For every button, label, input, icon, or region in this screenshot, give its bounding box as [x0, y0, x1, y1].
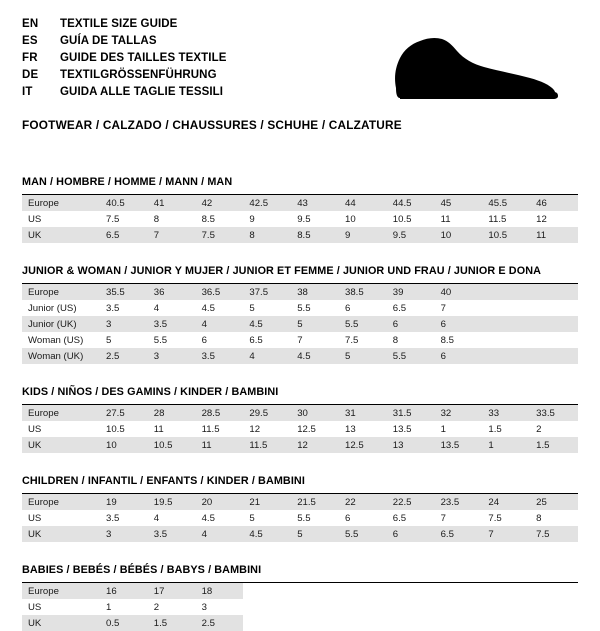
cell: 42	[196, 195, 244, 211]
cell: 12	[530, 211, 578, 227]
cell	[243, 615, 291, 631]
cell: 8.5	[291, 227, 339, 243]
section-kids	[22, 386, 578, 453]
cell: 9	[339, 227, 387, 243]
cell: 8.5	[435, 332, 483, 348]
cell	[530, 300, 578, 316]
cell	[530, 599, 578, 615]
row-label: UK	[22, 615, 100, 631]
table-row	[22, 211, 578, 227]
cell: 10.5	[387, 211, 435, 227]
cell	[482, 615, 530, 631]
cell: 33.5	[530, 405, 578, 421]
cell	[339, 583, 387, 599]
row-label: Junior (UK)	[22, 316, 100, 332]
language-code: ES	[22, 35, 38, 47]
table-row	[22, 195, 578, 211]
cell	[435, 599, 483, 615]
language-title: TEXTILGRÖSSENFÜHRUNG	[60, 69, 217, 81]
cell: 41	[148, 195, 196, 211]
cell: 1	[482, 437, 530, 453]
cell: 30	[291, 405, 339, 421]
cell	[291, 599, 339, 615]
cell: 3.5	[100, 300, 148, 316]
cell: 4	[148, 300, 196, 316]
cell: 7	[435, 300, 483, 316]
cell: 11	[196, 437, 244, 453]
section-children	[22, 475, 578, 542]
cell: 40.5	[100, 195, 148, 211]
cell: 7.5	[196, 227, 244, 243]
cell: 12	[291, 437, 339, 453]
cell: 21	[243, 494, 291, 510]
cell: 12.5	[339, 437, 387, 453]
cell: 1	[435, 421, 483, 437]
table-row	[22, 494, 578, 510]
section-junior-woman	[22, 265, 578, 364]
cell: 32	[435, 405, 483, 421]
cell: 25	[530, 494, 578, 510]
cell: 9	[243, 211, 291, 227]
cell: 1.5	[148, 615, 196, 631]
cell: 10.5	[482, 227, 530, 243]
language-code: EN	[22, 18, 39, 30]
cell: 5	[291, 526, 339, 542]
cell: 7.5	[339, 332, 387, 348]
language-title: GUIDE DES TAILLES TEXTILE	[60, 52, 227, 64]
cell	[482, 583, 530, 599]
cell: 5.5	[339, 316, 387, 332]
cell: 13.5	[387, 421, 435, 437]
cell: 2.5	[100, 348, 148, 364]
row-label: UK	[22, 227, 100, 243]
cell: 6.5	[435, 526, 483, 542]
row-label: US	[22, 510, 100, 526]
cell: 7.5	[482, 510, 530, 526]
cell: 4	[196, 316, 244, 332]
row-label: Europe	[22, 284, 100, 300]
language-title: GUIDA ALLE TAGLIE TESSILI	[60, 86, 224, 98]
cell: 9.5	[291, 211, 339, 227]
cell: 28	[148, 405, 196, 421]
section-title: JUNIOR & WOMAN / JUNIOR Y MUJER / JUNIOR ET FEMME / JUNIOR UND FRAU / JUNIOR E DONA	[22, 265, 578, 284]
cell: 38.5	[339, 284, 387, 300]
cell: 8	[530, 510, 578, 526]
row-label: Europe	[22, 195, 100, 211]
cell: 19	[100, 494, 148, 510]
cell: 4.5	[243, 316, 291, 332]
cell: 3.5	[148, 526, 196, 542]
cell: 7.5	[100, 211, 148, 227]
cell: 4.5	[196, 510, 244, 526]
cell: 3	[100, 526, 148, 542]
section-babies	[22, 564, 578, 631]
cell: 6.5	[243, 332, 291, 348]
size-table-babies	[22, 583, 578, 631]
table-row	[22, 615, 578, 631]
cell: 8	[387, 332, 435, 348]
cell: 10.5	[148, 437, 196, 453]
cell: 31.5	[387, 405, 435, 421]
cell: 6	[387, 526, 435, 542]
cell	[339, 599, 387, 615]
cell: 27.5	[100, 405, 148, 421]
cell: 12	[243, 421, 291, 437]
cell: 3	[148, 348, 196, 364]
cell	[243, 583, 291, 599]
cell: 35.5	[100, 284, 148, 300]
table-row	[22, 526, 578, 542]
cell	[482, 332, 530, 348]
size-table-man	[22, 195, 578, 243]
cell: 36.5	[196, 284, 244, 300]
cell: 9.5	[387, 227, 435, 243]
table-row	[22, 284, 578, 300]
cell: 45	[435, 195, 483, 211]
cell: 5.5	[291, 510, 339, 526]
cell: 18	[196, 583, 244, 599]
cell: 3.5	[196, 348, 244, 364]
cell: 6	[435, 316, 483, 332]
cell: 3.5	[100, 510, 148, 526]
cell: 11.5	[196, 421, 244, 437]
cell: 6.5	[387, 510, 435, 526]
cell: 5.5	[148, 332, 196, 348]
row-label: UK	[22, 526, 100, 542]
cell: 8	[243, 227, 291, 243]
cell: 43	[291, 195, 339, 211]
cell: 11	[530, 227, 578, 243]
cell: 36	[148, 284, 196, 300]
size-table-children	[22, 494, 578, 542]
cell: 33	[482, 405, 530, 421]
cell: 11.5	[482, 211, 530, 227]
table-row	[22, 227, 578, 243]
cell: 38	[291, 284, 339, 300]
cell	[530, 583, 578, 599]
cell: 13	[387, 437, 435, 453]
cell: 10	[100, 437, 148, 453]
cell	[482, 316, 530, 332]
cell: 22	[339, 494, 387, 510]
cell: 5	[291, 316, 339, 332]
cell	[339, 615, 387, 631]
cell: 3	[196, 599, 244, 615]
cell	[482, 284, 530, 300]
document-header	[22, 16, 578, 102]
cell	[530, 348, 578, 364]
cell: 5	[243, 300, 291, 316]
cell: 10.5	[100, 421, 148, 437]
cell: 7	[148, 227, 196, 243]
cell: 5	[339, 348, 387, 364]
cell: 19.5	[148, 494, 196, 510]
cell: 28.5	[196, 405, 244, 421]
cell: 5	[100, 332, 148, 348]
language-title: GUÍA DE TALLAS	[60, 35, 157, 47]
table-row	[22, 510, 578, 526]
table-row	[22, 348, 578, 364]
cell: 5.5	[387, 348, 435, 364]
cell: 17	[148, 583, 196, 599]
cell: 0.5	[100, 615, 148, 631]
row-label: Woman (UK)	[22, 348, 100, 364]
cell: 40	[435, 284, 483, 300]
row-label: Europe	[22, 494, 100, 510]
cell	[530, 615, 578, 631]
row-label: Europe	[22, 405, 100, 421]
cell: 1.5	[482, 421, 530, 437]
cell	[482, 300, 530, 316]
table-row	[22, 405, 578, 421]
row-label: US	[22, 421, 100, 437]
language-code: FR	[22, 52, 38, 64]
category-title: FOOTWEAR / CALZADO / CHAUSSURES / SCHUHE / CALZATURE	[22, 118, 402, 132]
cell: 6	[435, 348, 483, 364]
cell: 12.5	[291, 421, 339, 437]
row-label: US	[22, 211, 100, 227]
dress-shoe-icon	[378, 30, 568, 102]
table-row	[22, 332, 578, 348]
cell: 6.5	[387, 300, 435, 316]
section-title: MAN / HOMBRE / HOMME / MANN / MAN	[22, 176, 578, 195]
cell: 2	[530, 421, 578, 437]
section-title: KIDS / NIÑOS / DES GAMINS / KINDER / BAMBINI	[22, 386, 578, 405]
cell: 31	[339, 405, 387, 421]
cell: 4.5	[243, 526, 291, 542]
cell: 7	[291, 332, 339, 348]
cell: 22.5	[387, 494, 435, 510]
table-row	[22, 421, 578, 437]
cell	[482, 599, 530, 615]
cell	[435, 615, 483, 631]
cell	[530, 332, 578, 348]
cell	[482, 348, 530, 364]
cell: 10	[435, 227, 483, 243]
table-row	[22, 300, 578, 316]
cell: 4.5	[291, 348, 339, 364]
cell: 11	[148, 421, 196, 437]
cell: 21.5	[291, 494, 339, 510]
cell: 6	[387, 316, 435, 332]
cell: 13.5	[435, 437, 483, 453]
size-table-kids	[22, 405, 578, 453]
cell: 37.5	[243, 284, 291, 300]
cell: 6	[339, 510, 387, 526]
row-label: UK	[22, 437, 100, 453]
cell: 8	[148, 211, 196, 227]
table-row	[22, 437, 578, 453]
table-row	[22, 316, 578, 332]
cell: 4	[243, 348, 291, 364]
cell: 5.5	[339, 526, 387, 542]
size-table-junior-woman	[22, 284, 578, 364]
cell: 5	[243, 510, 291, 526]
cell: 6	[339, 300, 387, 316]
cell: 39	[387, 284, 435, 300]
cell: 11.5	[243, 437, 291, 453]
cell: 7	[482, 526, 530, 542]
cell: 20	[196, 494, 244, 510]
row-label: Junior (US)	[22, 300, 100, 316]
cell	[291, 583, 339, 599]
cell: 45.5	[482, 195, 530, 211]
cell: 1.5	[530, 437, 578, 453]
cell	[530, 284, 578, 300]
row-label: US	[22, 599, 100, 615]
cell: 3	[100, 316, 148, 332]
cell: 5.5	[291, 300, 339, 316]
row-label: Woman (US)	[22, 332, 100, 348]
cell: 44.5	[387, 195, 435, 211]
cell: 46	[530, 195, 578, 211]
cell: 4	[196, 526, 244, 542]
cell: 2.5	[196, 615, 244, 631]
cell	[530, 316, 578, 332]
cell	[435, 583, 483, 599]
section-title: BABIES / BEBÉS / BÉBÉS / BABYS / BAMBINI	[22, 564, 578, 583]
cell	[291, 615, 339, 631]
cell: 1	[100, 599, 148, 615]
cell	[387, 583, 435, 599]
cell: 7	[435, 510, 483, 526]
cell: 4	[148, 510, 196, 526]
language-code: IT	[22, 86, 33, 98]
row-label: Europe	[22, 583, 100, 599]
cell	[387, 599, 435, 615]
cell: 6	[196, 332, 244, 348]
cell: 7.5	[530, 526, 578, 542]
cell: 29.5	[243, 405, 291, 421]
cell: 24	[482, 494, 530, 510]
cell: 16	[100, 583, 148, 599]
language-code: DE	[22, 69, 39, 81]
language-title: TEXTILE SIZE GUIDE	[60, 18, 178, 30]
cell: 3.5	[148, 316, 196, 332]
cell: 11	[435, 211, 483, 227]
cell: 44	[339, 195, 387, 211]
cell: 42.5	[243, 195, 291, 211]
table-row	[22, 583, 578, 599]
cell: 8.5	[196, 211, 244, 227]
cell	[387, 615, 435, 631]
cell: 2	[148, 599, 196, 615]
cell: 10	[339, 211, 387, 227]
section-man	[22, 176, 578, 243]
section-title: CHILDREN / INFANTIL / ENFANTS / KINDER / BAMBINI	[22, 475, 578, 494]
cell: 6.5	[100, 227, 148, 243]
cell: 4.5	[196, 300, 244, 316]
cell	[243, 599, 291, 615]
cell: 23.5	[435, 494, 483, 510]
cell: 13	[339, 421, 387, 437]
table-row	[22, 599, 578, 615]
